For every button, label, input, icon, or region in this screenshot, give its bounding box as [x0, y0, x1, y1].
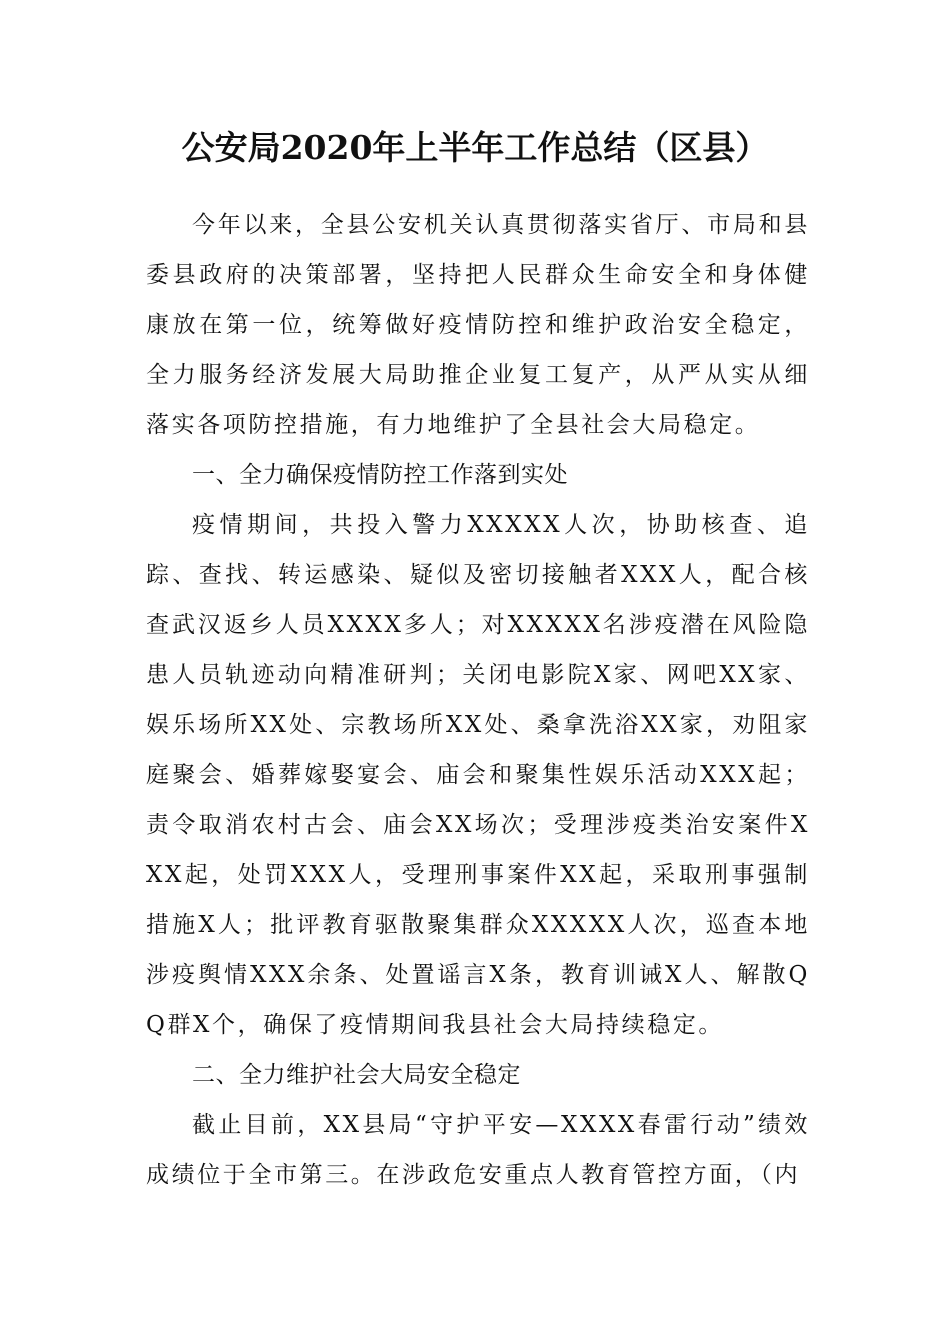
section-heading-1: 一、全力确保疫情防控工作落到实处 — [192, 462, 568, 488]
section-2-paragraph: 截止目前，XX县局“守护平安—XXXX春雷行动”绩效成绩位于全市第三。在涉政危安重点人教育管控方面，（内 — [146, 1112, 810, 1188]
document-body — [146, 200, 810, 1200]
document-title: 公安局2020年上半年工作总结（区县） — [181, 128, 769, 167]
section-heading-2: 二、全力维护社会大局安全稳定 — [192, 1062, 521, 1088]
intro-paragraph: 今年以来，全县公安机关认真贯彻落实省厅、市局和县委县政府的决策部署，坚持把人民群众生命安全和身体健康放在第一位，统筹做好疫情防控和维护政治安全稳定，全力服务经济发展大局助推企业复工复产，从严从实从细落实各项防控措施，有力地维护了全县社会大局稳定。 — [146, 212, 810, 438]
section-1-paragraph: 疫情期间，共投入警力XXXXX人次，协助核查、追踪、查找、转运感染、疑似及密切接触者XXX人，配合核查武汉返乡人员XXXX多人；对XXXXX名涉疫潜在风险隐患人员轨迹动向精准研判；关闭电影院X家、网吧XX家、娱乐场所XX处、宗教场所XX处、桑拿洗浴XX家，劝阻家庭聚会、婚葬嫁娶宴会、庙会和聚集性娱乐活动XXX起；责令取消农村古会、庙会XX场次；受理涉疫类治安案件XXX起，处罚XXX人，受理刑事案件XX起，采取刑事强制措施X人；批评教育驱散聚集群众XXXXX人次，巡查本地涉疫舆情XXX余条、处置谣言X条，教育训诫X人、解散QQ群X个，确保了疫情期间我县社会大局持续稳定。 — [146, 512, 810, 1038]
